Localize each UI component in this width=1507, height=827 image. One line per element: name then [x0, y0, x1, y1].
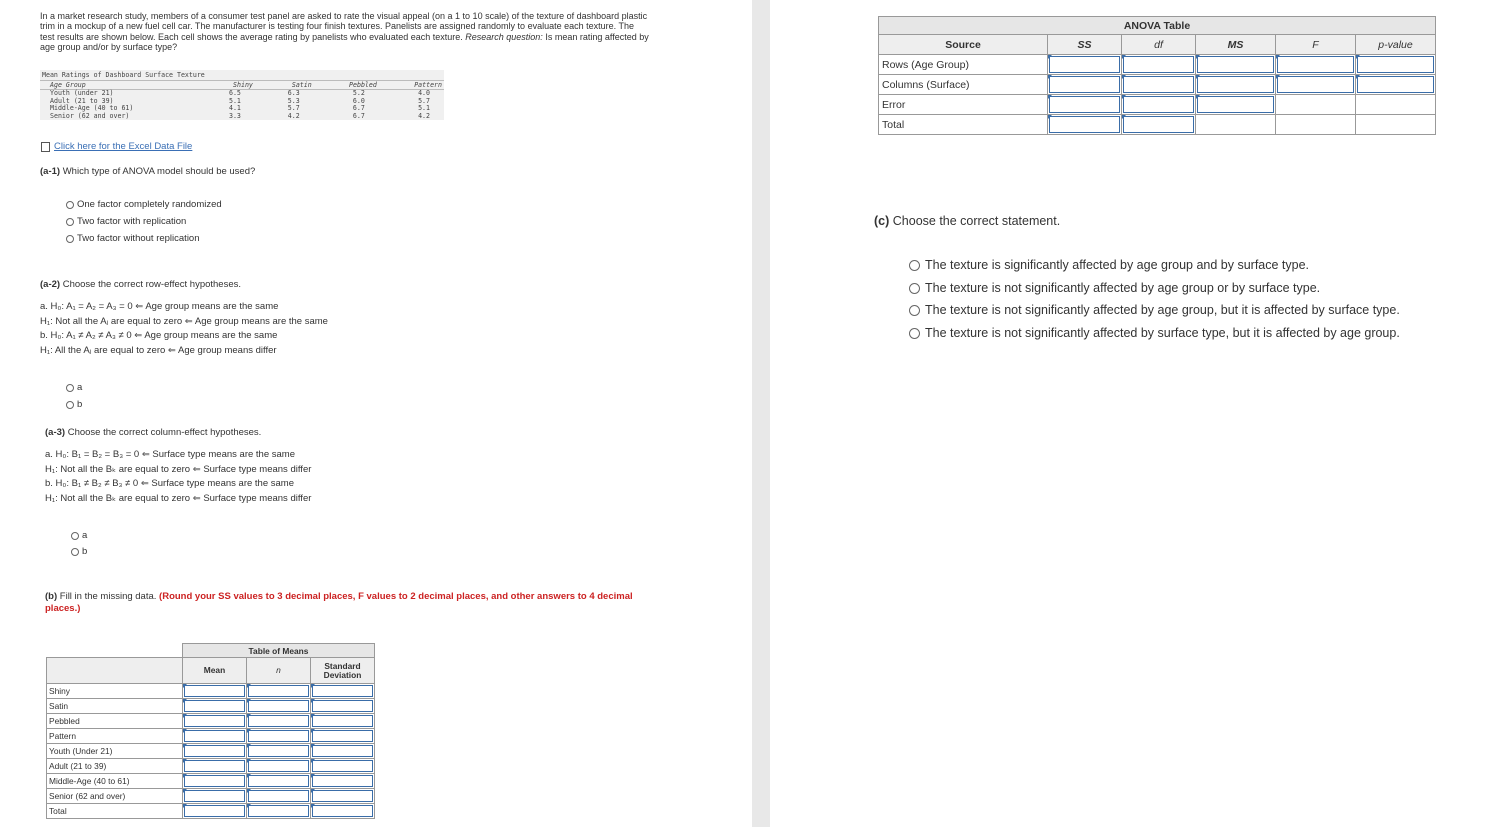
row-label: Pebbled — [47, 714, 183, 729]
table-row — [47, 699, 375, 714]
a2-option[interactable] — [66, 399, 82, 410]
option-label: The texture is not significantly affected by age group or by surface type. — [925, 281, 1321, 295]
anova-header-row — [879, 35, 1436, 55]
option-label: a — [77, 382, 83, 393]
row-label: Total — [879, 115, 1048, 135]
mean-input[interactable] — [183, 789, 247, 804]
c-option[interactable] — [909, 281, 1320, 295]
row-label: Satin — [47, 699, 183, 714]
anova-table-caption: ANOVA Table — [879, 17, 1436, 35]
intro-text: In a market research study, members of a consumer test panel are asked to rate the visual appeal (on a 1 to 10 scale) of the texture of dashboard plastic trim in a mockup of a new fuel cell car. The manufacturer is testing four finish textures. Panelists are assigned randomly to evaluate each texture. The test results are shown below. Each cell shows the average rating by panelists who evaluated each texture. — [40, 11, 648, 42]
row-label: Youth (under 21) — [50, 89, 114, 97]
ratings-title: Mean Ratings of Dashboard Surface Texture — [42, 71, 205, 79]
f-input[interactable] — [1276, 55, 1356, 75]
means-header-blank — [47, 658, 183, 684]
sd-input[interactable] — [311, 684, 375, 699]
right-panel — [770, 0, 1507, 827]
ratings-table — [40, 70, 444, 120]
rating-cell: 4.0 — [418, 89, 430, 97]
sd-input[interactable] — [311, 714, 375, 729]
ms-input[interactable] — [1196, 95, 1276, 115]
n-input[interactable] — [247, 759, 311, 774]
radio-button[interactable] — [66, 401, 74, 409]
table-row — [47, 744, 375, 759]
rating-cell: 5.1 — [418, 104, 430, 113]
option-label: a — [82, 530, 88, 541]
row-label: Middle-Age (40 to 61) — [47, 774, 183, 789]
a2-option[interactable] — [66, 382, 82, 393]
means-header-mean: Mean — [183, 658, 247, 684]
radio-button[interactable] — [66, 384, 74, 392]
a1-label: (a-1) — [40, 166, 61, 177]
anova-header-df: df — [1122, 35, 1196, 55]
table-row — [47, 729, 375, 744]
rating-cell: 6.0 — [352, 96, 365, 105]
option-label: b — [77, 399, 83, 410]
a3-option[interactable] — [71, 546, 87, 557]
ss-input[interactable] — [1048, 115, 1122, 135]
hypothesis-line: a. H₀: A₁ = A₂ = A₃ = 0 ⇐ Age group means are the same — [40, 301, 279, 312]
mean-input[interactable] — [183, 744, 247, 759]
option-label: The texture is not significantly affected by surface type, but it is affected by age group. — [925, 326, 1400, 340]
radio-button[interactable] — [909, 305, 920, 316]
option-label: Two factor without replication — [77, 233, 200, 244]
c-option[interactable] — [909, 303, 1400, 317]
ratings-header: Pebbled — [314, 81, 379, 90]
row-label: Shiny — [47, 684, 183, 699]
mean-input[interactable] — [183, 714, 247, 729]
rating-cell: 6.3 — [287, 89, 300, 97]
table-row — [47, 759, 375, 774]
radio-button[interactable] — [66, 235, 74, 243]
file-icon — [41, 142, 50, 152]
means-table-caption: Table of Means — [183, 644, 375, 658]
row-label: Adult (21 to 39) — [50, 96, 114, 105]
mean-input[interactable] — [183, 684, 247, 699]
hypothesis-line: H₁: Not all the Aⱼ are equal to zero ⇐ Age group means are the same — [40, 315, 328, 327]
radio-button[interactable] — [909, 283, 920, 294]
row-label: Error — [879, 95, 1048, 115]
excel-link-text[interactable]: Click here for the Excel Data File — [54, 141, 193, 152]
table-row — [879, 75, 1436, 95]
research-question-label: Research question: — [465, 31, 543, 42]
left-panel — [0, 0, 752, 827]
rounding-note: (Round your SS values to 3 decimal places, F values to 2 decimal places, and other answers to 4 decimal places.) — [45, 591, 633, 614]
a1-question — [40, 166, 255, 177]
mean-input[interactable] — [183, 759, 247, 774]
row-label: Senior (62 and over) — [50, 111, 130, 120]
ss-input[interactable] — [1048, 95, 1122, 115]
option-label: Two factor with replication — [77, 216, 187, 227]
empty-cell — [1196, 115, 1276, 135]
radio-button[interactable] — [71, 532, 79, 540]
a3-question-text: Choose the correct column-effect hypotheses. — [67, 427, 262, 438]
sd-input[interactable] — [311, 759, 375, 774]
a2-hypotheses — [40, 300, 328, 358]
a2-question — [40, 279, 241, 290]
ratings-header: Shiny — [196, 81, 255, 90]
a1-option[interactable] — [66, 216, 186, 227]
sd-input[interactable] — [311, 699, 375, 714]
rating-cell: 4.2 — [418, 111, 430, 120]
radio-button[interactable] — [71, 548, 79, 556]
ratings-header: Pattern — [379, 81, 444, 90]
row-label: Middle-Age (40 to 61) — [50, 104, 134, 113]
a3-label: (a-3) — [45, 427, 66, 438]
means-caption-spacer — [47, 644, 183, 658]
n-input[interactable] — [247, 744, 311, 759]
df-input[interactable] — [1122, 55, 1196, 75]
rating-cell: 5.3 — [287, 96, 300, 105]
c-question-text: Choose the correct statement. — [892, 214, 1061, 228]
means-header-n: n — [247, 658, 311, 684]
f-input[interactable] — [1276, 75, 1356, 95]
radio-button[interactable] — [66, 218, 74, 226]
anova-header-ss: SS — [1048, 35, 1122, 55]
pvalue-input[interactable] — [1356, 55, 1436, 75]
c-option[interactable] — [909, 258, 1309, 272]
radio-button[interactable] — [909, 328, 920, 339]
n-input[interactable] — [247, 774, 311, 789]
table-row — [40, 113, 444, 121]
ss-input[interactable] — [1048, 75, 1122, 95]
mean-input[interactable] — [183, 774, 247, 789]
a1-question-text: Which type of ANOVA model should be used? — [62, 166, 256, 177]
rating-cell: 5.7 — [287, 104, 300, 113]
table-row — [47, 684, 375, 699]
ms-input[interactable] — [1196, 55, 1276, 75]
table-row — [879, 55, 1436, 75]
a2-question-text: Choose the correct row-effect hypotheses. — [62, 279, 242, 290]
rating-cell: 3.3 — [228, 111, 241, 120]
a2-label: (a-2) — [40, 279, 61, 290]
table-row — [879, 115, 1436, 135]
empty-cell — [1356, 115, 1436, 135]
sd-input[interactable] — [311, 729, 375, 744]
empty-cell — [1276, 95, 1356, 115]
rating-cell: 6.7 — [352, 111, 365, 120]
pvalue-input[interactable] — [1356, 75, 1436, 95]
n-input[interactable] — [247, 789, 311, 804]
ms-input[interactable] — [1196, 75, 1276, 95]
radio-button[interactable] — [66, 201, 74, 209]
sd-input[interactable] — [311, 789, 375, 804]
option-label: One factor completely randomized — [77, 199, 222, 210]
hypothesis-line: H₁: All the Aⱼ are equal to zero ⇐ Age group means differ — [40, 344, 277, 356]
row-label: Senior (62 and over) — [47, 789, 183, 804]
df-input[interactable] — [1122, 75, 1196, 95]
rating-cell: 6.7 — [352, 104, 365, 113]
means-table — [46, 643, 375, 819]
c-option[interactable] — [909, 326, 1400, 340]
panel-divider — [752, 0, 770, 827]
mean-input[interactable] — [183, 804, 247, 819]
df-input[interactable] — [1122, 95, 1196, 115]
anova-table — [878, 16, 1436, 135]
row-label: Pattern — [47, 729, 183, 744]
table-row — [879, 95, 1436, 115]
rating-cell: 5.2 — [352, 89, 365, 97]
df-input[interactable] — [1122, 115, 1196, 135]
b-instructions — [45, 591, 665, 614]
c-label: (c) — [874, 214, 890, 228]
anova-header-source: Source — [879, 35, 1048, 55]
ratings-header: Age Group — [40, 81, 196, 90]
mean-input[interactable] — [183, 699, 247, 714]
anova-header-f: F — [1276, 35, 1356, 55]
row-label: Youth (Under 21) — [47, 744, 183, 759]
n-input[interactable] — [247, 684, 311, 699]
anova-header-pvalue: p-value — [1356, 35, 1436, 55]
row-label: Adult (21 to 39) — [47, 759, 183, 774]
a1-option[interactable] — [66, 199, 222, 210]
c-question — [874, 214, 1060, 228]
means-header-row — [47, 658, 375, 684]
mean-input[interactable] — [183, 729, 247, 744]
n-input[interactable] — [247, 714, 311, 729]
n-input[interactable] — [247, 699, 311, 714]
a3-question — [45, 427, 261, 438]
table-row — [47, 774, 375, 789]
b-text: Fill in the missing data. — [59, 591, 157, 602]
problem-intro — [40, 11, 650, 53]
means-header-sd: Standard Deviation — [311, 658, 375, 684]
b-label: (b) — [45, 591, 58, 602]
hypothesis-line: H₁: Not all the Bₖ are equal to zero ⇐ Surface type means differ — [45, 492, 312, 504]
rating-cell: 4.1 — [228, 104, 241, 113]
a3-option[interactable] — [71, 530, 87, 541]
option-label: b — [82, 546, 88, 557]
hypothesis-line: b. H₀: B₁ ≠ B₂ ≠ B₃ ≠ 0 ⇐ Surface type means are the same — [45, 478, 294, 489]
ss-input[interactable] — [1048, 55, 1122, 75]
a3-hypotheses — [45, 448, 311, 506]
table-row — [47, 714, 375, 729]
hypothesis-line: H₁: Not all the Bₖ are equal to zero ⇐ Surface type means differ — [45, 463, 312, 475]
rating-cell: 4.2 — [287, 111, 300, 120]
empty-cell — [1356, 95, 1436, 115]
excel-data-link[interactable] — [41, 141, 192, 152]
table-row — [47, 789, 375, 804]
a1-option[interactable] — [66, 233, 200, 244]
row-label: Total — [47, 804, 183, 819]
sd-input[interactable] — [311, 744, 375, 759]
rating-cell: 5.1 — [228, 96, 241, 105]
table-row — [47, 804, 375, 819]
sd-input[interactable] — [311, 774, 375, 789]
row-label: Rows (Age Group) — [879, 55, 1048, 75]
n-input[interactable] — [247, 804, 311, 819]
sd-input[interactable] — [311, 804, 375, 819]
option-label: The texture is not significantly affected by age group, but it is affected by surface type. — [925, 303, 1400, 317]
option-label: The texture is significantly affected by age group and by surface type. — [925, 258, 1310, 272]
empty-cell — [1276, 115, 1356, 135]
anova-header-ms: MS — [1196, 35, 1276, 55]
radio-button[interactable] — [909, 260, 920, 271]
research-question-text: Is mean rating affected by age group and/or by surface type? — [40, 31, 649, 53]
hypothesis-line: b. H₀: A₁ ≠ A₂ ≠ A₃ ≠ 0 ⇐ Age group means are the same — [40, 330, 278, 341]
row-label: Columns (Surface) — [879, 75, 1048, 95]
rating-cell: 5.7 — [418, 96, 430, 105]
hypothesis-line: a. H₀: B₁ = B₂ = B₃ = 0 ⇐ Surface type means are the same — [45, 449, 295, 460]
n-input[interactable] — [247, 729, 311, 744]
rating-cell: 6.5 — [228, 89, 241, 97]
ratings-header: Satin — [255, 81, 314, 90]
